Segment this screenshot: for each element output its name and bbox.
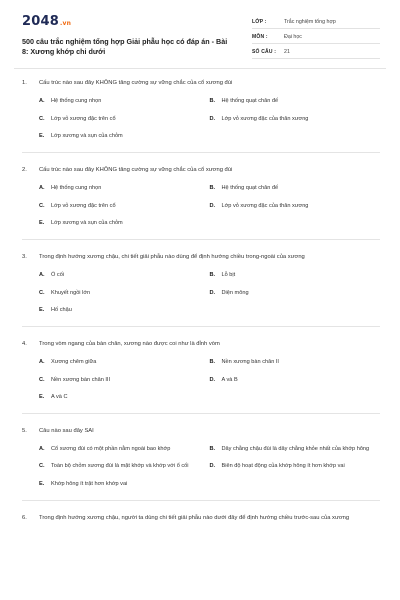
answer-option[interactable] <box>210 358 381 367</box>
option-text: Lỗ bịt <box>221 271 236 278</box>
question-item <box>0 514 400 523</box>
option-text: Dây chằng chậu đùi là dây chằng khỏe nhất của khớp hông <box>221 445 370 452</box>
option-letter: B. <box>209 358 216 365</box>
answer-option[interactable] <box>39 376 210 385</box>
answer-option[interactable] <box>39 289 210 298</box>
answer-option[interactable] <box>39 115 210 124</box>
answer-option[interactable] <box>39 132 380 141</box>
option-letter: A. <box>39 271 45 278</box>
option-letter: E. <box>39 394 45 401</box>
option-text: Biên độ hoạt động của khớp hông ít hơn khớp vai <box>221 463 345 470</box>
option-text: Lớp vỏ xương đặc trên cổ <box>51 115 116 122</box>
question-number: 2. <box>22 166 27 173</box>
answer-option[interactable] <box>210 115 381 124</box>
question-divider <box>22 413 380 414</box>
option-letter: B. <box>209 271 216 278</box>
option-text: A và C <box>51 394 68 401</box>
answer-option[interactable] <box>39 271 210 280</box>
question-item <box>0 79 400 153</box>
answer-option[interactable] <box>39 97 210 106</box>
question-divider <box>22 326 380 327</box>
question-text: Trong vòm ngang của bàn chân, xương nào được coi như là đỉnh vòm <box>39 340 220 347</box>
answer-option[interactable] <box>210 184 381 193</box>
option-text: Lớp vỏ xương đặc trên cổ <box>51 202 116 209</box>
answer-option[interactable] <box>210 289 381 298</box>
option-text: Lớp xương và sụn của chỏm <box>51 220 123 227</box>
question-number: 1. <box>22 80 27 86</box>
question-text: Trong định hướng xương chậu, chi tiết giải phẫu nào dùng để định hướng chiều trong-ngoài của xương <box>39 253 305 260</box>
meta-value: 21 <box>284 48 290 55</box>
option-letter: C. <box>39 463 45 470</box>
option-letter: B. <box>209 97 216 104</box>
meta-row-class <box>252 15 380 29</box>
document-header <box>0 0 400 68</box>
question-divider <box>22 152 380 153</box>
meta-label: MÔN : <box>252 33 268 40</box>
option-letter: D. <box>209 289 216 296</box>
answer-option[interactable] <box>39 480 380 489</box>
answer-option[interactable] <box>210 445 381 454</box>
answer-options <box>22 445 380 498</box>
header-divider <box>14 68 386 69</box>
answer-option[interactable] <box>210 376 381 385</box>
answer-option[interactable] <box>210 462 381 471</box>
question-text: Trong định hướng xương chậu, người ta dùng chi tiết giải phẫu nào dưới đây để định hướng chiều trước-sau của xương <box>39 514 350 521</box>
option-text: A và B <box>221 376 238 383</box>
question-number: 5. <box>22 427 27 434</box>
option-letter: C. <box>39 115 45 122</box>
option-text: Nền xương bàn chân II <box>221 358 279 365</box>
option-letter: E. <box>39 133 45 140</box>
answer-option[interactable] <box>39 462 210 471</box>
question-divider <box>22 239 380 240</box>
answer-option[interactable] <box>210 271 381 280</box>
option-letter: C. <box>39 376 45 383</box>
option-letter: D. <box>209 463 216 470</box>
option-letter: C. <box>39 289 45 296</box>
answer-options <box>22 184 380 237</box>
option-text: Khớp hông ít trật hơn khớp vai <box>51 481 128 488</box>
question-text: Câu nào sau đây SAI <box>39 427 94 434</box>
option-letter: D. <box>209 115 216 122</box>
document-title: 500 câu trắc nghiệm tổng hợp Giải phẫu học có đáp án - Bài 8: Xương khớp chi dưới <box>22 37 228 56</box>
answer-option[interactable] <box>39 358 210 367</box>
option-letter: E. <box>39 307 45 314</box>
answer-options <box>22 358 380 411</box>
answer-option[interactable] <box>39 445 210 454</box>
answer-option[interactable] <box>39 306 380 315</box>
option-text: Lớp vỏ xương đặc của thân xương <box>221 202 309 209</box>
option-text: Nền xương bàn chân III <box>51 376 111 383</box>
option-text: Khuyết ngồi lớn <box>51 289 91 296</box>
question-item <box>0 340 400 414</box>
meta-row-subject <box>252 30 380 44</box>
option-letter: A. <box>39 97 45 104</box>
logo-suffix: .vn <box>59 20 72 27</box>
question-number: 3. <box>22 253 27 260</box>
question-item <box>0 427 400 501</box>
question-item <box>0 166 400 240</box>
option-letter: A. <box>39 358 45 365</box>
option-text: Cổ xương đùi có một phần nằm ngoài bao khớp <box>51 445 171 452</box>
question-number: 4. <box>22 340 27 347</box>
option-letter: A. <box>39 184 45 191</box>
question-list <box>0 79 400 523</box>
option-text: Xương chêm giữa <box>51 358 97 365</box>
option-letter: B. <box>209 445 216 452</box>
option-letter: D. <box>209 202 216 209</box>
question-divider <box>22 500 380 501</box>
option-text: Hệ thống quạt chân đế <box>221 184 279 191</box>
meta-value: Đại học <box>284 33 302 40</box>
question-number: 6. <box>22 514 27 521</box>
option-text: Hệ thống quạt chân đế <box>221 97 279 104</box>
option-letter: A. <box>39 445 45 452</box>
option-text: Hố chậu <box>51 307 72 314</box>
meta-label: SỐ CÂU : <box>252 48 277 55</box>
answer-option[interactable] <box>39 219 380 228</box>
meta-label: LỚP : <box>252 18 267 25</box>
answer-option[interactable] <box>210 202 381 211</box>
answer-option[interactable] <box>39 393 380 402</box>
answer-options <box>22 97 380 150</box>
answer-option[interactable] <box>39 202 210 211</box>
logo-text: 2048 <box>22 14 59 29</box>
answer-options <box>22 271 380 324</box>
answer-option[interactable] <box>210 97 381 106</box>
option-letter: B. <box>209 184 216 191</box>
meta-row-count <box>252 45 380 59</box>
option-text: Toàn bộ chỏm xương đùi là mặt khớp và khớp với ổ cối <box>51 463 189 470</box>
option-letter: E. <box>39 220 45 227</box>
meta-value: Trắc nghiệm tổng hợp <box>284 18 336 25</box>
option-text: Ổ cối <box>51 271 65 278</box>
option-letter: E. <box>39 481 45 488</box>
option-letter: D. <box>209 376 216 383</box>
option-text: Hệ thống cung nhọn <box>51 97 102 104</box>
option-text: Lớp xương và sụn của chỏm <box>51 133 123 140</box>
question-item <box>0 253 400 327</box>
option-letter: C. <box>39 202 45 209</box>
question-text: Cấu trúc nào sau đây KHÔNG tăng cường sự vững chắc của cổ xương đùi <box>39 80 233 86</box>
option-text: Lớp vỏ xương đặc của thân xương <box>221 115 309 122</box>
answer-option[interactable] <box>39 184 210 193</box>
document-meta <box>252 15 380 59</box>
option-text: Hệ thống cung nhọn <box>51 184 102 191</box>
question-text: Cấu trúc nào sau đây KHÔNG tăng cường sự vững chắc của cổ xương đùi <box>39 166 233 173</box>
option-text: Diện mông <box>221 289 249 296</box>
